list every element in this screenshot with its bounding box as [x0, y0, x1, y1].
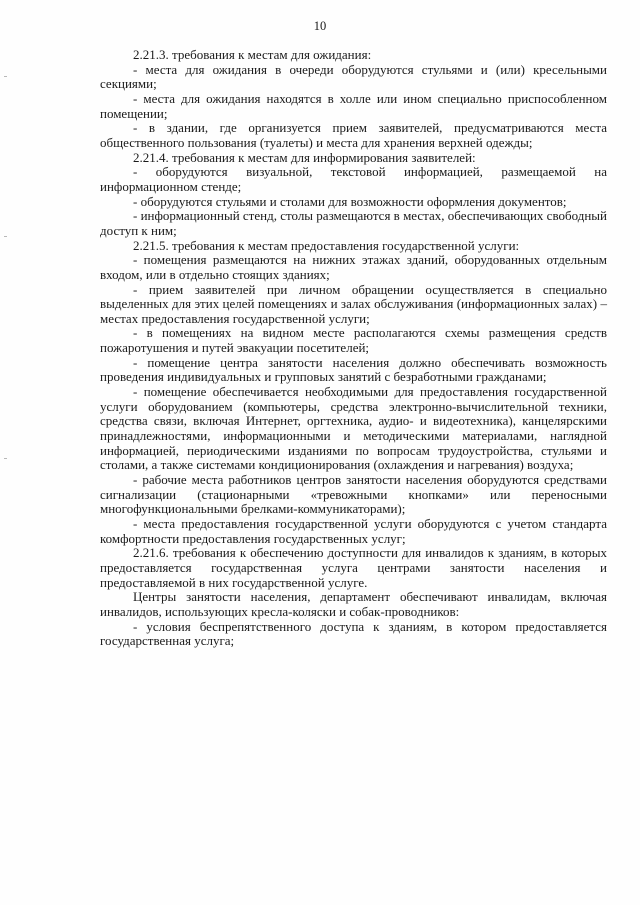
- list-item: - места для ожидания находятся в холле или ином специально приспособленном помещении;: [100, 90, 607, 121]
- paragraph: Центры занятости населения, департамент обеспечивают инвалидам, включая инвалидов, использующих кресла-коляски и собак-проводников:: [100, 589, 607, 619]
- list-item: - условия беспрепятственного доступа к зданиям, в котором предоставляется государственная услуга;: [100, 618, 607, 649]
- list-item: - в помещениях на видном месте располагаются схемы размещения средств пожаротушения и путей эвакуации посетителей;: [100, 325, 607, 356]
- scan-margin-mark: [4, 76, 7, 77]
- paragraph-2-21-3-heading: 2.21.3. требования к местам для ожидания:: [133, 47, 372, 62]
- list-item: - в здании, где организуется прием заявителей, предусматриваются места общественного пользования (туалеты) и места для хранения верхней одежды;: [100, 120, 607, 150]
- scan-margin-mark: [4, 458, 7, 459]
- paragraph-2-21-4-heading: 2.21.4. требования к местам для информирования заявителей:: [133, 149, 476, 165]
- document-body: [100, 48, 607, 649]
- scan-margin-mark: [4, 236, 7, 237]
- list-item: - места для ожидания в очереди оборудуются стульями и (или) кресельными секциями;: [100, 61, 607, 92]
- list-item: - помещение обеспечивается необходимыми для предоставления государственной услуги оборудованием (компьютеры, средства электронно-вычислительной техники, средства связи, включая Интернет, оргтехника, аудио- и видеотехника), канцелярскими принадлежностями, информационными и методическими материалами, наглядной информацией, периодическими изданиями по вопросам трудоустройства, стульями и столами, а также системами кондиционирования (охлаждения и нагревания) воздуха;: [100, 384, 607, 473]
- paragraph-2-21-5-heading: 2.21.5. требования к местам предоставления государственной услуги:: [133, 237, 520, 253]
- list-item: - оборудуются стульями и столами для возможности оформления документов;: [133, 193, 567, 209]
- list-item: - помещения размещаются на нижних этажах зданий, оборудованных отдельным входом, или в отдельно стоящих зданиях;: [100, 252, 607, 282]
- page-number: 10: [313, 19, 327, 33]
- list-item: - помещение центра занятости населения должно обеспечивать возможность проведения индивидуальных и групповых занятий с безработными гражданами;: [100, 354, 607, 385]
- list-item: - прием заявителей при личном обращении осуществляется в специально выделенных для этих целей помещениях и залах обслуживания (информационных залах) – местах предоставления государственной услуги;: [100, 281, 607, 326]
- list-item: - оборудуются визуальной, текстовой информацией, размещаемой на информационном стенде;: [100, 164, 607, 194]
- list-item: - места предоставления государственной услуги оборудуются с учетом стандарта комфортности предоставления государственных услуг;: [100, 516, 607, 546]
- list-item: - рабочие места работников центров занятости населения оборудуются средствами сигнализации (стационарными «тревожными кнопками» или переносными многофункциональными брелками-коммуникаторами);: [100, 472, 607, 517]
- paragraph-2-21-6-heading: 2.21.6. требования к обеспечению доступности для инвалидов к зданиям, в которых предоставляется государственная услуга центрами занятости населения и предоставляемой в них государственной услуге.: [100, 545, 607, 590]
- list-item: - информационный стенд, столы размещаются в местах, обеспечивающих свободный доступ к ним;: [100, 208, 607, 238]
